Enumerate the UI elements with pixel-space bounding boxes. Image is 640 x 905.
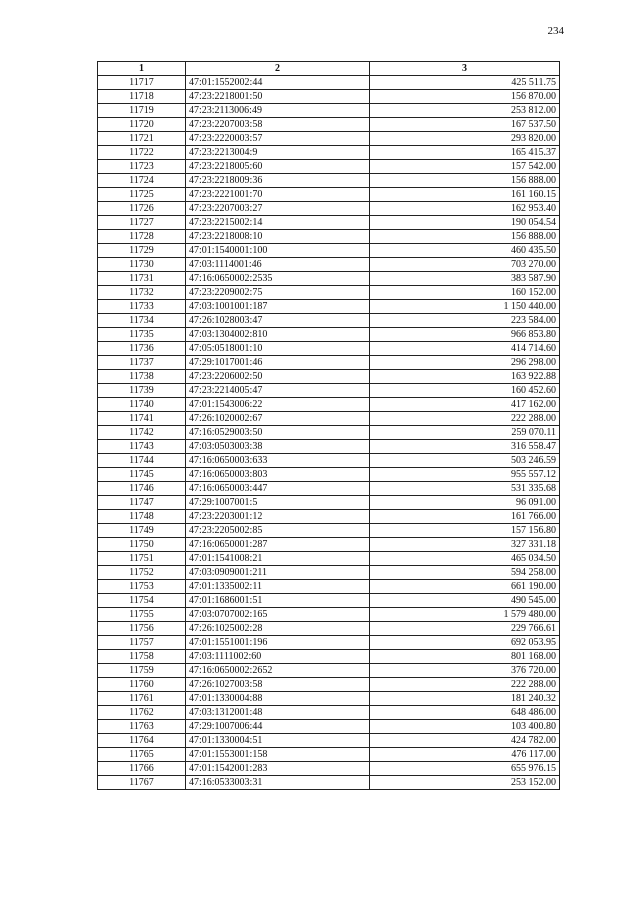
row-value: 424 782.00 [370,734,560,748]
cadastral-number: 47:01:1541008:21 [186,552,370,566]
row-value: 425 511.75 [370,76,560,90]
table-row [98,342,560,356]
row-number: 11764 [98,734,186,748]
row-value: 383 587.90 [370,272,560,286]
row-number: 11721 [98,132,186,146]
row-number: 11723 [98,160,186,174]
table-row [98,776,560,790]
row-value: 157 156.80 [370,524,560,538]
cadastral-number: 47:29:1007001:5 [186,496,370,510]
row-number: 11735 [98,328,186,342]
row-number: 11719 [98,104,186,118]
cadastral-number: 47:03:0503003:38 [186,440,370,454]
row-value: 296 298.00 [370,356,560,370]
row-value: 156 888.00 [370,174,560,188]
table-row [98,510,560,524]
row-number: 11758 [98,650,186,664]
row-number: 11725 [98,188,186,202]
row-number: 11756 [98,622,186,636]
cadastral-number: 47:16:0533003:31 [186,776,370,790]
table-row [98,664,560,678]
header-row [98,62,560,76]
cadastral-number: 47:01:1542001:283 [186,762,370,776]
row-number: 11737 [98,356,186,370]
table-row [98,76,560,90]
row-value: 293 820.00 [370,132,560,146]
table-row [98,314,560,328]
row-number: 11755 [98,608,186,622]
row-value: 376 720.00 [370,664,560,678]
row-number: 11746 [98,482,186,496]
cadastral-number: 47:29:1017001:46 [186,356,370,370]
table-row [98,258,560,272]
cadastral-number: 47:23:2218008:10 [186,230,370,244]
row-number: 11747 [98,496,186,510]
row-number: 11754 [98,594,186,608]
table-row [98,706,560,720]
cadastral-number: 47:23:2218009:36 [186,174,370,188]
cadastral-number: 47:01:1540001:100 [186,244,370,258]
cadastral-number: 47:03:1304002:810 [186,328,370,342]
table-row [98,426,560,440]
row-value: 253 812.00 [370,104,560,118]
table-row [98,118,560,132]
table-row [98,622,560,636]
row-number: 11731 [98,272,186,286]
row-number: 11757 [98,636,186,650]
row-value: 222 288.00 [370,412,560,426]
row-number: 11752 [98,566,186,580]
table-row [98,398,560,412]
table-row [98,580,560,594]
row-number: 11743 [98,440,186,454]
cadastral-number: 47:23:2206002:50 [186,370,370,384]
cadastral-number: 47:01:1553001:158 [186,748,370,762]
cadastral-number: 47:23:2207003:27 [186,202,370,216]
cadastral-number: 47:23:2209002:75 [186,286,370,300]
row-number: 11745 [98,468,186,482]
cadastral-number: 47:26:1028003:47 [186,314,370,328]
row-value: 222 288.00 [370,678,560,692]
table-row [98,566,560,580]
table-row [98,160,560,174]
table-row [98,538,560,552]
cadastral-number: 47:23:2213004:9 [186,146,370,160]
row-number: 11717 [98,76,186,90]
table-row [98,174,560,188]
cadastral-number: 47:16:0650003:803 [186,468,370,482]
row-number: 11750 [98,538,186,552]
table-row [98,412,560,426]
cadastral-number: 47:23:2205002:85 [186,524,370,538]
row-value: 161 766.00 [370,510,560,524]
row-value: 648 486.00 [370,706,560,720]
row-number: 11724 [98,174,186,188]
table-row [98,146,560,160]
row-value: 1 579 480.00 [370,608,560,622]
cadastral-number: 47:01:1330004:51 [186,734,370,748]
table-row [98,720,560,734]
cadastral-number: 47:23:2220003:57 [186,132,370,146]
table-body [98,76,560,790]
row-value: 414 714.60 [370,342,560,356]
table-row [98,370,560,384]
table-row [98,454,560,468]
page-number: 234 [547,25,564,37]
row-number: 11753 [98,580,186,594]
cadastral-number: 47:05:0518001:10 [186,342,370,356]
row-value: 253 152.00 [370,776,560,790]
row-number: 11734 [98,314,186,328]
row-number: 11720 [98,118,186,132]
cadastral-number: 47:16:0650001:287 [186,538,370,552]
cadastral-number: 47:23:2203001:12 [186,510,370,524]
cadastral-number: 47:16:0650002:2535 [186,272,370,286]
row-value: 503 246.59 [370,454,560,468]
cadastral-number: 47:26:1025002:28 [186,622,370,636]
row-value: 96 091.00 [370,496,560,510]
row-number: 11741 [98,412,186,426]
table-row [98,748,560,762]
row-number: 11761 [98,692,186,706]
row-number: 11733 [98,300,186,314]
row-number: 11767 [98,776,186,790]
cadastral-number: 47:01:1552002:44 [186,76,370,90]
row-number: 11727 [98,216,186,230]
row-number: 11740 [98,398,186,412]
header-col-1: 1 [98,62,186,76]
row-value: 162 953.40 [370,202,560,216]
table-row [98,188,560,202]
table-row [98,524,560,538]
row-value: 165 415.37 [370,146,560,160]
row-value: 157 542.00 [370,160,560,174]
table-row [98,678,560,692]
header-col-2: 2 [186,62,370,76]
cadastral-number: 47:03:1001001:187 [186,300,370,314]
row-number: 11738 [98,370,186,384]
cadastral-number: 47:16:0650003:633 [186,454,370,468]
table-row [98,356,560,370]
row-value: 476 117.00 [370,748,560,762]
table-row [98,286,560,300]
row-number: 11739 [98,384,186,398]
row-number: 11744 [98,454,186,468]
cadastral-number: 47:29:1007006:44 [186,720,370,734]
table-row [98,608,560,622]
table-row [98,216,560,230]
table-row [98,594,560,608]
cadastral-number: 47:23:2218005:60 [186,160,370,174]
row-value: 661 190.00 [370,580,560,594]
cadastral-number: 47:01:1551001:196 [186,636,370,650]
row-number: 11751 [98,552,186,566]
row-number: 11736 [98,342,186,356]
row-value: 316 558.47 [370,440,560,454]
row-number: 11726 [98,202,186,216]
row-value: 223 584.00 [370,314,560,328]
cadastral-number: 47:01:1686001:51 [186,594,370,608]
table-row [98,496,560,510]
row-number: 11760 [98,678,186,692]
cadastral-number: 47:26:1027003:58 [186,678,370,692]
table-row [98,482,560,496]
row-number: 11749 [98,524,186,538]
row-number: 11722 [98,146,186,160]
row-value: 181 240.32 [370,692,560,706]
cadastral-number: 47:23:2113006:49 [186,104,370,118]
row-value: 966 853.80 [370,328,560,342]
cadastral-number: 47:26:1020002:67 [186,412,370,426]
row-value: 531 335.68 [370,482,560,496]
cadastral-number: 47:03:1312001:48 [186,706,370,720]
row-number: 11765 [98,748,186,762]
table-row [98,132,560,146]
cadastral-number: 47:23:2207003:58 [186,118,370,132]
row-number: 11759 [98,664,186,678]
data-table [97,61,560,790]
cadastral-number: 47:03:0909001:211 [186,566,370,580]
row-number: 11728 [98,230,186,244]
table-row [98,762,560,776]
cadastral-number: 47:03:0707002:165 [186,608,370,622]
row-value: 1 150 440.00 [370,300,560,314]
table-row [98,650,560,664]
row-number: 11763 [98,720,186,734]
row-value: 327 331.18 [370,538,560,552]
table-row [98,300,560,314]
row-number: 11732 [98,286,186,300]
row-value: 417 162.00 [370,398,560,412]
table-row [98,552,560,566]
cadastral-number: 47:23:2215002:14 [186,216,370,230]
cadastral-number: 47:01:1330004:88 [186,692,370,706]
row-value: 465 034.50 [370,552,560,566]
row-value: 103 400.80 [370,720,560,734]
row-value: 156 870.00 [370,90,560,104]
table-row [98,230,560,244]
row-value: 655 976.15 [370,762,560,776]
table-row [98,104,560,118]
row-number: 11748 [98,510,186,524]
table-row [98,468,560,482]
row-number: 11729 [98,244,186,258]
cadastral-number: 47:01:1543006:22 [186,398,370,412]
row-value: 460 435.50 [370,244,560,258]
row-value: 259 070.11 [370,426,560,440]
row-value: 692 053.95 [370,636,560,650]
row-value: 490 545.00 [370,594,560,608]
cadastral-number: 47:16:0529003:50 [186,426,370,440]
header-col-3: 3 [370,62,560,76]
row-value: 190 054.54 [370,216,560,230]
row-number: 11766 [98,762,186,776]
row-number: 11718 [98,90,186,104]
row-number: 11742 [98,426,186,440]
row-value: 955 557.12 [370,468,560,482]
row-value: 161 160.15 [370,188,560,202]
row-value: 156 888.00 [370,230,560,244]
row-value: 594 258.00 [370,566,560,580]
table-row [98,90,560,104]
cadastral-number: 47:16:0650003:447 [186,482,370,496]
table-row [98,244,560,258]
cadastral-number: 47:03:1114001:46 [186,258,370,272]
table-header [98,62,560,76]
row-value: 160 152.00 [370,286,560,300]
row-value: 163 922.88 [370,370,560,384]
table-row [98,692,560,706]
table-row [98,272,560,286]
row-value: 229 766.61 [370,622,560,636]
table-row [98,734,560,748]
table-row [98,440,560,454]
row-value: 160 452.60 [370,384,560,398]
table-row [98,384,560,398]
row-number: 11730 [98,258,186,272]
row-number: 11762 [98,706,186,720]
cadastral-number: 47:23:2221001:70 [186,188,370,202]
table-row [98,636,560,650]
row-value: 703 270.00 [370,258,560,272]
table-row [98,328,560,342]
cadastral-number: 47:23:2218001:50 [186,90,370,104]
row-value: 801 168.00 [370,650,560,664]
cadastral-number: 47:01:1335002:11 [186,580,370,594]
cadastral-number: 47:23:2214005:47 [186,384,370,398]
cadastral-number: 47:03:1111002:60 [186,650,370,664]
table-row [98,202,560,216]
cadastral-number: 47:16:0650002:2652 [186,664,370,678]
row-value: 167 537.50 [370,118,560,132]
